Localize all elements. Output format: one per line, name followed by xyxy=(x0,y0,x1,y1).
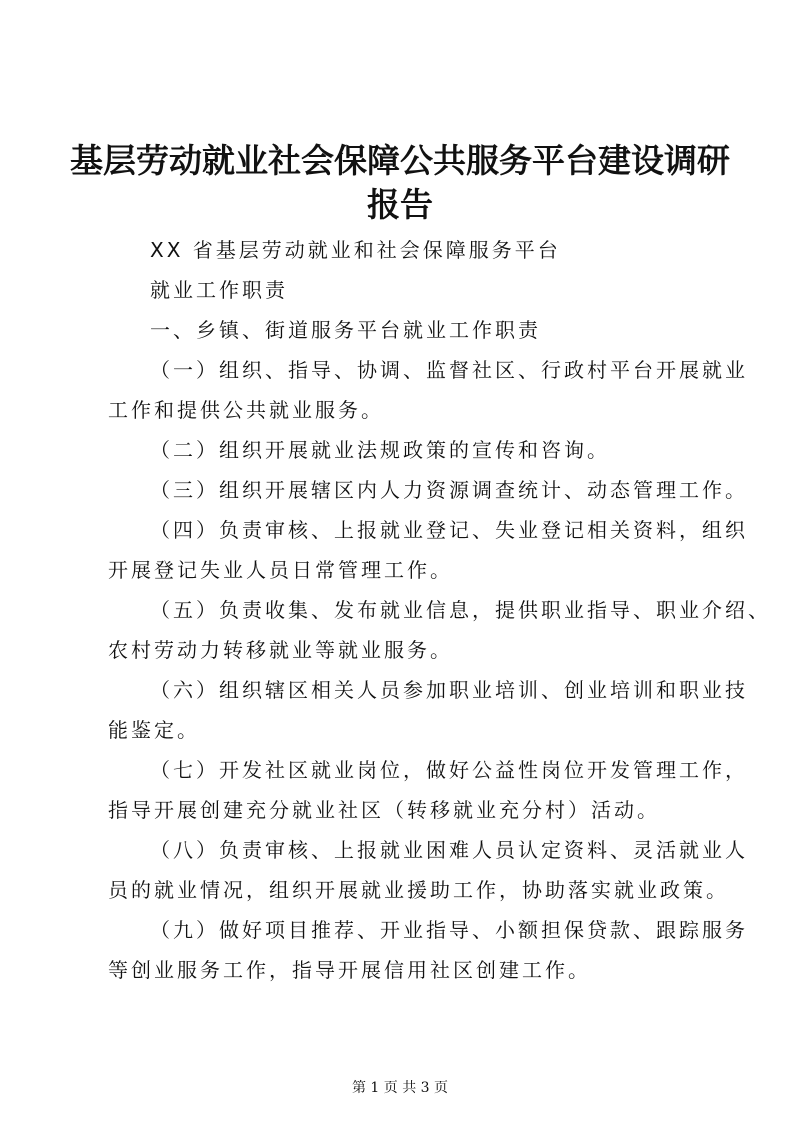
paragraph-line: 员的就业情况，组织开展就业援助工作，协助落实就业政策。 xyxy=(108,878,729,902)
paragraph-line: （七）开发社区就业岗位，做好公益性岗位开发管理工作， xyxy=(150,758,748,782)
paragraph-line: （八）负责审核、上报就业困难人员认定资料、灵活就业人 xyxy=(150,838,748,862)
paragraph-line: 开展登记失业人员日常管理工作。 xyxy=(108,558,453,582)
paragraph-line: （九）做好项目推荐、开业指导、小额担保贷款、跟踪服务 xyxy=(150,918,748,942)
paragraph-line: （三）组织开展辖区内人力资源调查统计、动态管理工作。 xyxy=(150,478,748,502)
paragraph-line: （一）组织、指导、协调、监督社区、行政村平台开展就业 xyxy=(150,358,748,382)
paragraph-line: （六）组织辖区相关人员参加职业培训、创业培训和职业技 xyxy=(150,678,748,702)
paragraph-line: 能鉴定。 xyxy=(108,718,200,742)
paragraph-line: （五）负责收集、发布就业信息，提供职业指导、职业介绍、 xyxy=(150,598,771,622)
paragraph-line: 等创业服务工作，指导开展信用社区创建工作。 xyxy=(108,958,591,982)
document-title-line-1: 基层劳动就业社会保障公共服务平台建设调研 xyxy=(70,141,730,180)
paragraph-line: 就业工作职责 xyxy=(150,278,288,302)
paragraph-line: 农村劳动力转移就业等就业服务。 xyxy=(108,638,453,662)
paragraph-line: XX 省基层劳动就业和社会保障服务平台 xyxy=(150,238,561,262)
paragraph-line: （二）组织开展就业法规政策的宣传和咨询。 xyxy=(150,438,610,462)
document-title-line-2: 报告 xyxy=(367,185,433,224)
paragraph-line: 指导开展创建充分就业社区（转移就业充分村）活动。 xyxy=(108,798,660,822)
paragraph-line: 工作和提供公共就业服务。 xyxy=(108,398,384,422)
page-footer: 第 1 页 共 3 页 xyxy=(351,1080,449,1096)
paragraph-line: （四）负责审核、上报就业登记、失业登记相关资料，组织 xyxy=(150,518,748,542)
section-heading: 一、乡镇、街道服务平台就业工作职责 xyxy=(150,318,541,342)
